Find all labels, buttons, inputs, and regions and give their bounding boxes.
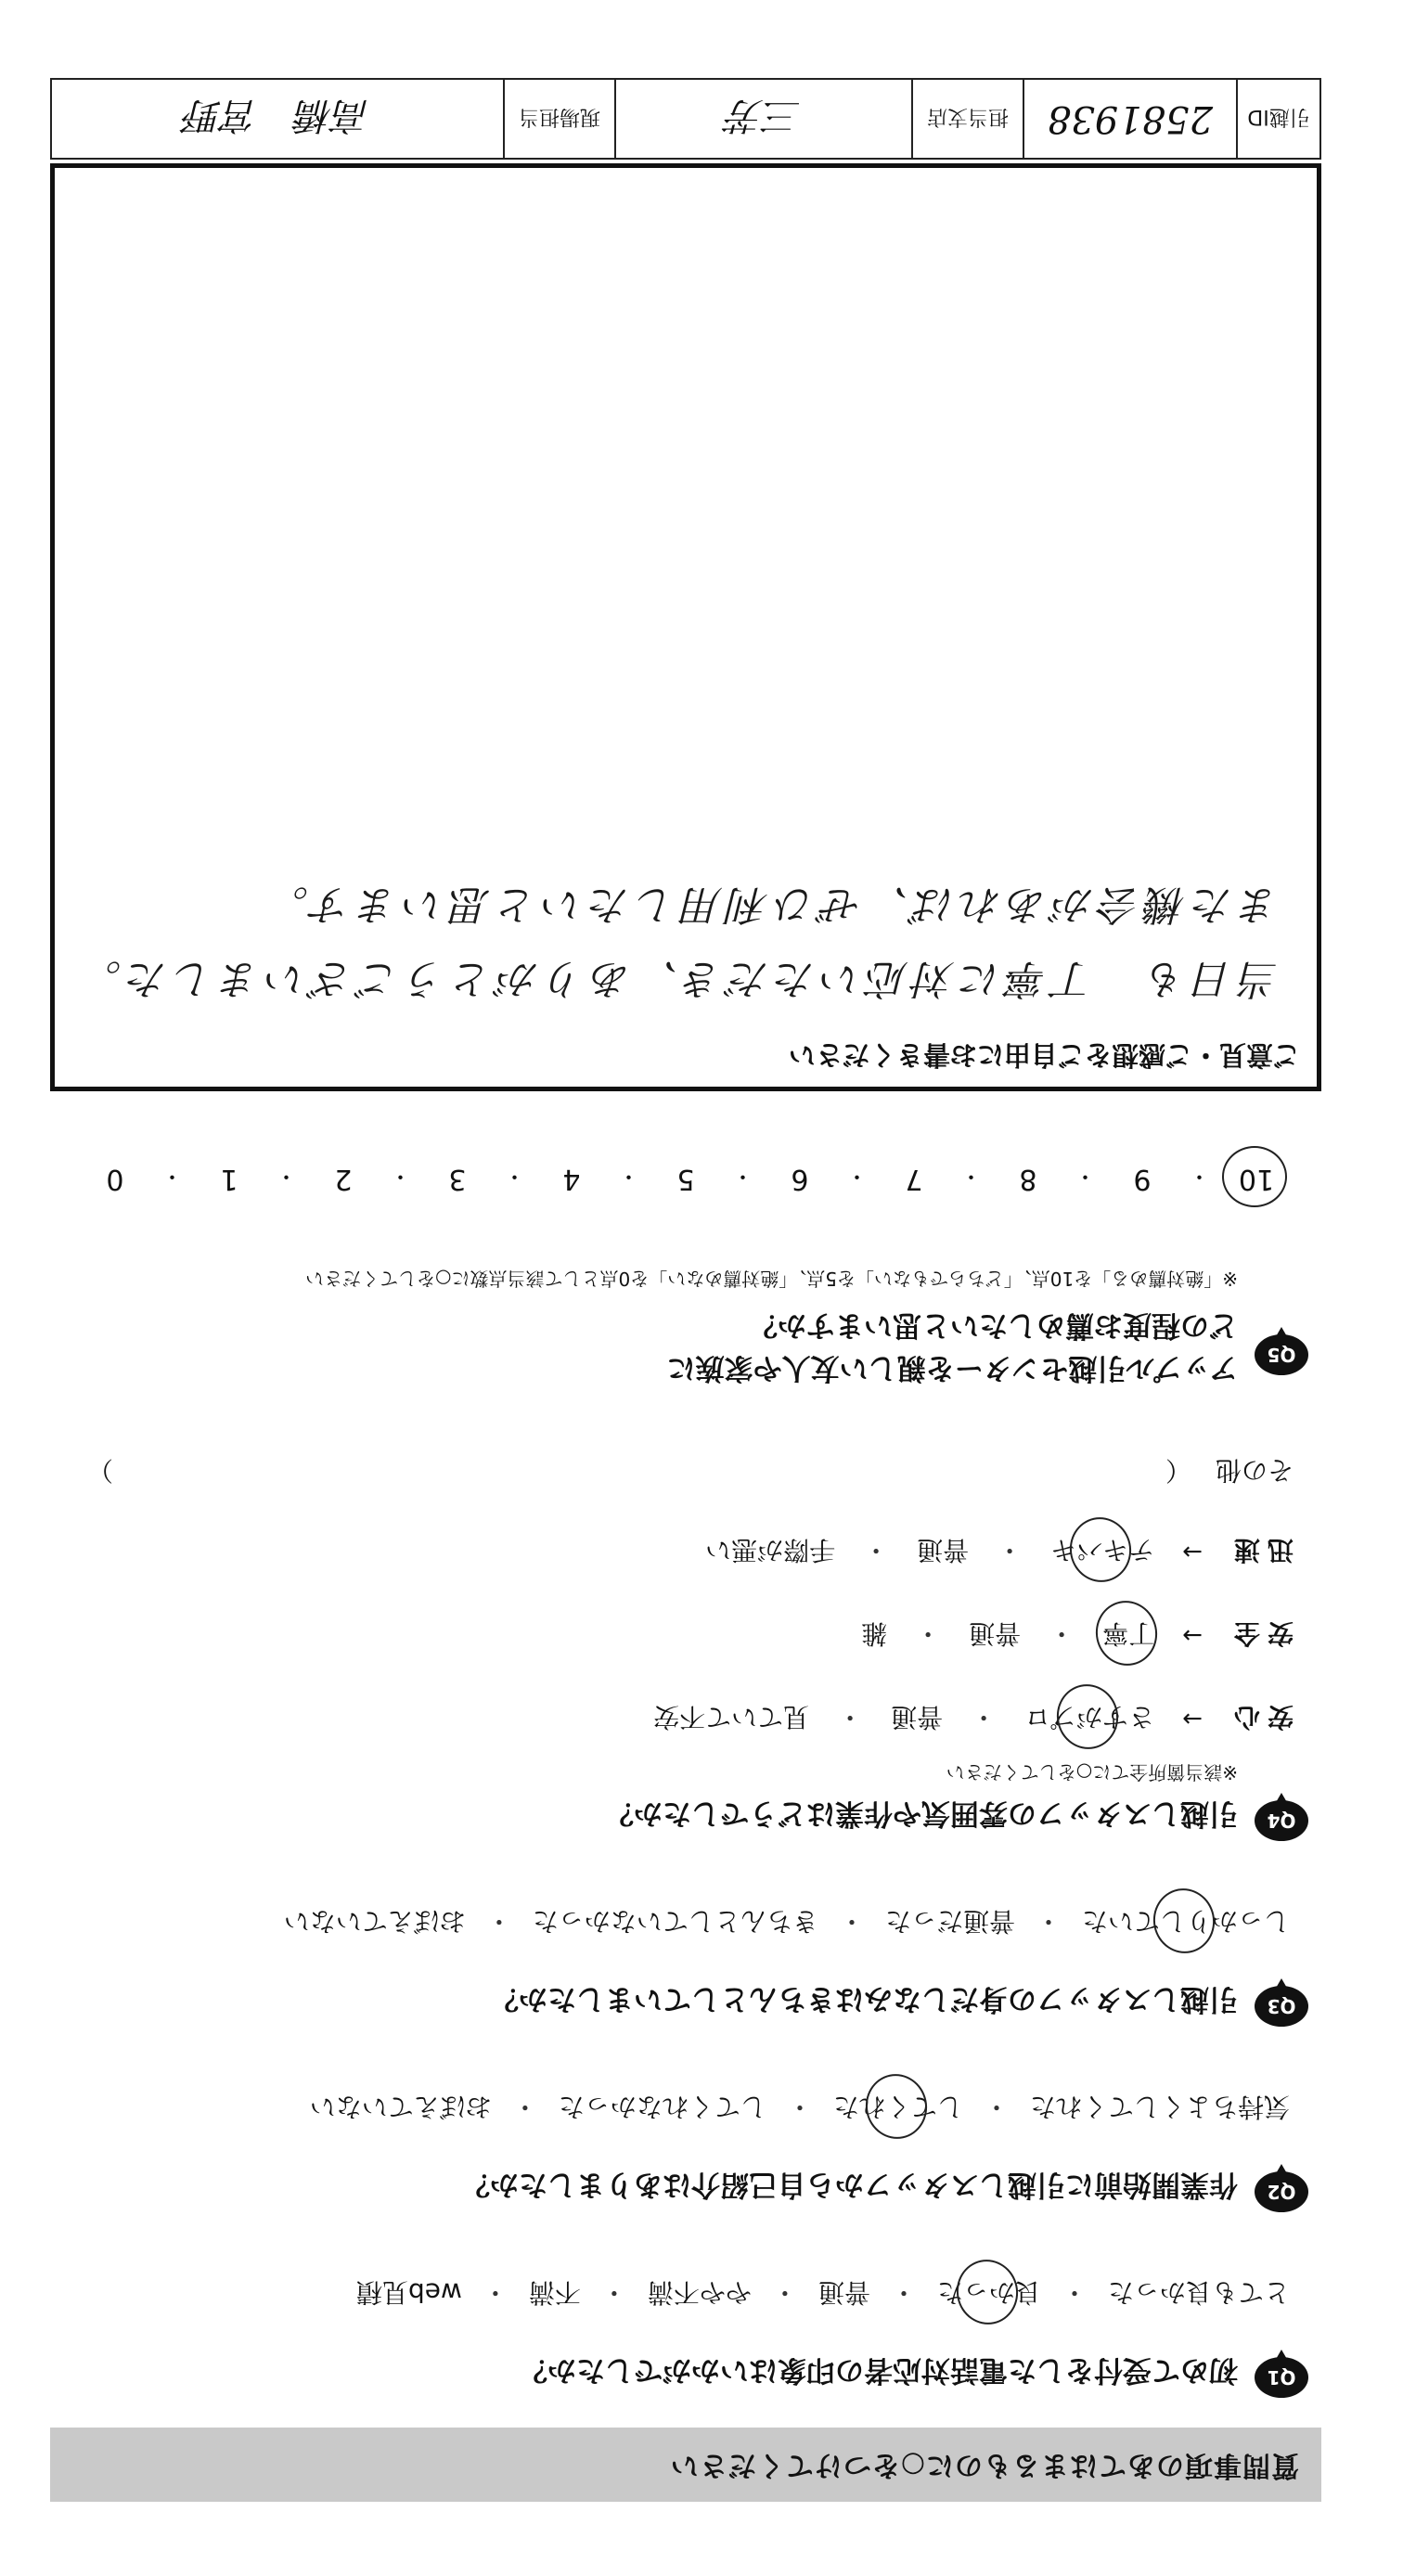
q2-option[interactable]: 気持ちよくしてくれた: [1029, 2092, 1290, 2122]
q4-option-selected[interactable]: 丁寧: [1099, 1613, 1158, 1657]
q2-option-selected[interactable]: してくれた: [830, 2086, 967, 2131]
q3-badge: Q3: [1255, 1986, 1308, 2027]
q1-options: とても良かった ・ 良かった ・ 普通 ・ やや不満 ・ 不満 ・ web見積: [78, 2272, 1294, 2316]
comment-title: ご意見・ご感想をご自由にお書きください: [788, 1039, 1300, 1071]
score-option[interactable]: 4: [562, 1163, 581, 1195]
q4-category: 安全: [1226, 1618, 1294, 1649]
score-option[interactable]: 2: [334, 1163, 353, 1195]
q5-score-scale: 10 ・ 9 ・ 8 ・ 7 ・ 6 ・ 5 ・ 4 ・ 3 ・ 2 ・ 1 ・ 0: [87, 1163, 1284, 1195]
q2-text: 作業開始前に引越しスタッフから自己紹介はありましたか？: [461, 2168, 1238, 2201]
q4-row-anshin: 安心 → さすがプロ ・ 普通 ・ 見ていて不安: [650, 1696, 1294, 1741]
staff-value: 高橋 宮野: [185, 94, 370, 137]
instruction-band: 質問事項のあてはまるものに○をつけてください: [50, 2428, 1321, 2502]
question-q2: [50, 2158, 1321, 2214]
id-table: [50, 78, 1321, 160]
q4-row-jinsoku: 迅速 → テキパキ ・ 普通 ・ 手際が悪い: [702, 1529, 1294, 1574]
id-value: 2581938: [1023, 80, 1236, 158]
score-option[interactable]: 8: [1019, 1163, 1037, 1195]
q1-option-selected[interactable]: 良かった: [933, 2272, 1045, 2316]
arrow-right-icon: →: [1182, 1621, 1203, 1649]
q4-text: 引越しスタッフの雰囲気や作業はどうでしたか？: [605, 1797, 1238, 1830]
score-10-selected[interactable]: 10: [1229, 1163, 1284, 1195]
q5-note: ※「絶対薦める」を10点、「どちらでもない」を5点、「絶対薦めない」を0点として該当点数に○をしてください: [305, 1268, 1238, 1290]
q2-option[interactable]: してくれなかった: [558, 2092, 766, 2122]
q4-other-open: （: [1165, 1455, 1191, 1486]
q5-text-line2: どの程度お薦めしたいと思いますか？: [749, 1308, 1238, 1342]
q3-option[interactable]: きちんとしていなかった: [532, 1906, 818, 1937]
q4-option-selected[interactable]: さすがプロ: [1021, 1696, 1158, 1741]
q4-other-row: [87, 1453, 1294, 1490]
q3-text: 引越しスタッフの身だしなみはきちんとしていましたか？: [490, 1982, 1238, 2016]
score-option[interactable]: 6: [791, 1163, 809, 1195]
q1-text: 初めて受付をした電話対応者の印象はいかがでしたか？: [519, 2353, 1238, 2387]
score-option[interactable]: 1: [220, 1163, 238, 1195]
branch-label: 担当支店: [911, 80, 1023, 158]
q4-option[interactable]: 普通: [891, 1702, 944, 1732]
q4-option[interactable]: 普通: [917, 1535, 970, 1565]
q2-option[interactable]: おぼえていない: [309, 2092, 492, 2122]
q1-option[interactable]: 不満: [528, 2277, 581, 2308]
q3-option[interactable]: おぼえていない: [283, 1906, 466, 1937]
question-q5: [50, 1268, 1321, 1397]
q4-option[interactable]: 普通: [969, 1618, 1022, 1649]
question-q4: [50, 1761, 1321, 1843]
handwritten-comment-line: 当日も 丁寧に対応いただき、ありがとうございました。: [74, 955, 1280, 1002]
score-option[interactable]: 5: [676, 1163, 695, 1195]
q5-text: アップル引越センターを親しい友人や家族に: [666, 1351, 1238, 1385]
q2-badge: Q2: [1255, 2171, 1308, 2212]
q4-note: ※該当箇所全てに○をしてください: [946, 1761, 1238, 1784]
q5-badge: Q5: [1255, 1334, 1308, 1375]
q3-option-selected[interactable]: しっかりしていた: [1078, 1900, 1294, 1945]
handwritten-comment-line: また機会があれば、ぜひ利用したいと思います。: [262, 881, 1280, 928]
q3-option[interactable]: 普通だった: [884, 1906, 1015, 1937]
q4-option[interactable]: 見ていて不安: [653, 1702, 810, 1732]
arrow-right-icon: →: [1182, 1538, 1203, 1565]
staff-label: 現場担当: [503, 80, 614, 158]
q1-option[interactable]: 普通: [817, 2277, 870, 2308]
q4-other-label: その他: [1215, 1455, 1294, 1486]
question-q1: [50, 2344, 1321, 2400]
q1-badge: Q1: [1255, 2357, 1308, 2398]
q3-options: しっかりしていた ・ 普通だった ・ きちんとしていなかった ・ おぼえていない: [78, 1900, 1294, 1945]
arrow-right-icon: →: [1182, 1705, 1203, 1732]
q4-row-anzen: 安全 → 丁寧 ・ 普通 ・ 雑: [857, 1613, 1294, 1657]
score-option[interactable]: 7: [905, 1163, 923, 1195]
q4-option-selected[interactable]: テキパキ: [1047, 1529, 1158, 1574]
q4-other-close: ）: [87, 1455, 114, 1486]
score-option[interactable]: 9: [1133, 1163, 1152, 1195]
id-label: 引越ID: [1236, 80, 1319, 158]
q1-option[interactable]: とても良かった: [1107, 2277, 1290, 2308]
score-option[interactable]: 3: [448, 1163, 467, 1195]
comment-box[interactable]: [50, 163, 1321, 1091]
question-q3: [50, 1973, 1321, 2029]
survey-form: [50, 94, 1321, 2502]
q1-option[interactable]: web見積: [355, 2277, 462, 2308]
q4-option[interactable]: 雑: [861, 1618, 888, 1649]
q4-badge: Q4: [1255, 1800, 1308, 1841]
q2-options: 気持ちよくしてくれた ・ してくれた ・ してくれなかった ・ おぼえていない: [78, 2086, 1294, 2131]
q4-option[interactable]: 手際が悪い: [705, 1535, 836, 1565]
q1-option[interactable]: やや不満: [647, 2277, 752, 2308]
branch-value: 三芳: [614, 80, 911, 158]
score-option[interactable]: 0: [106, 1163, 124, 1195]
q4-category: 迅速: [1226, 1535, 1294, 1565]
q4-category: 安心: [1226, 1702, 1294, 1732]
